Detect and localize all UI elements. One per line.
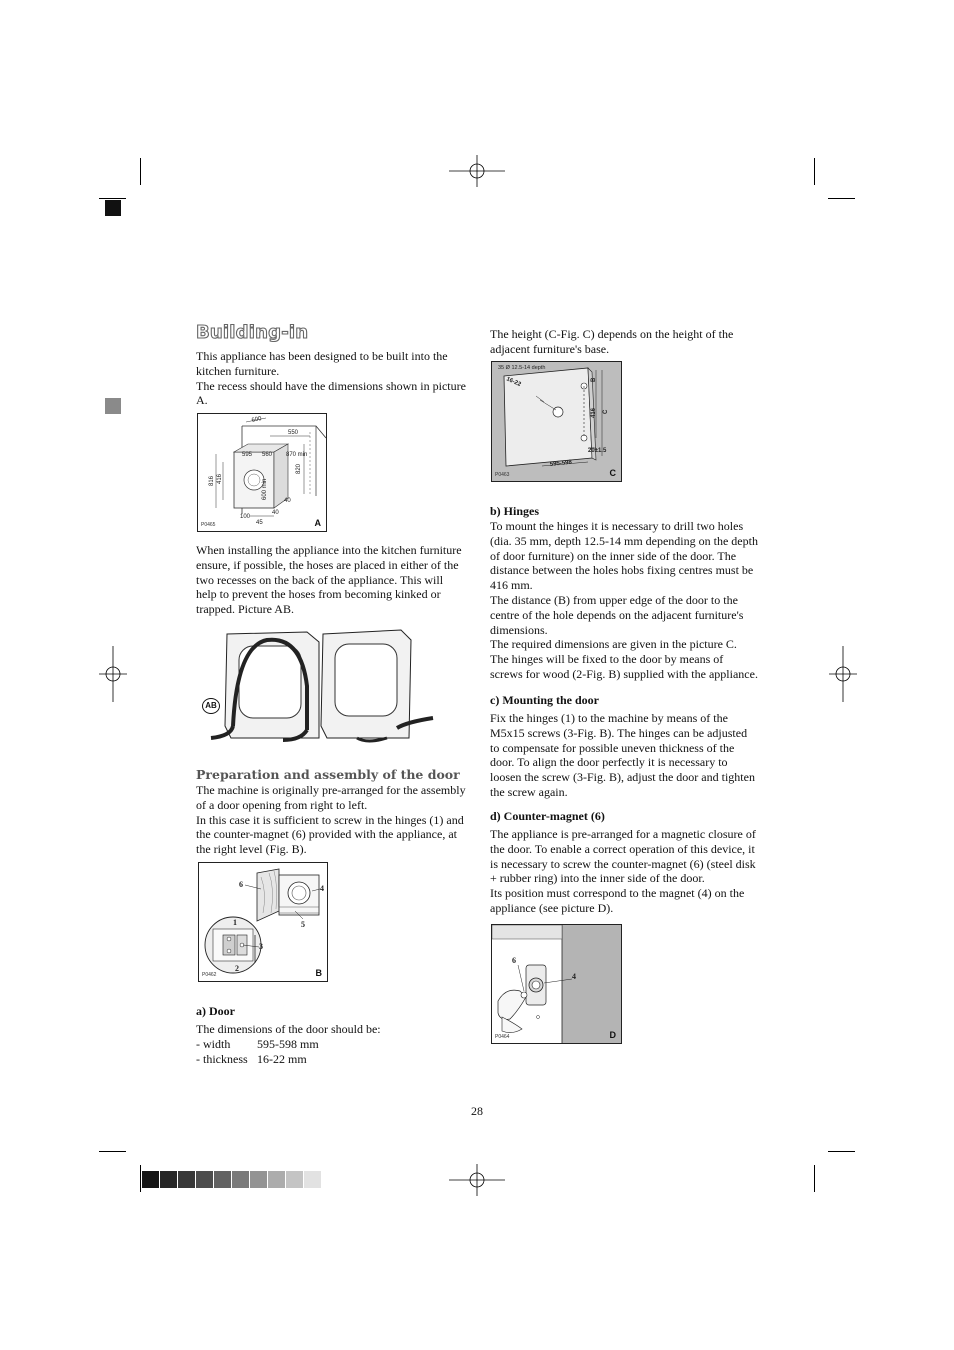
figure-letter: D [609, 1030, 616, 1040]
callout-number: 2 [235, 964, 239, 973]
crop-mark [828, 198, 855, 199]
door-width-value: 595-598 mm [257, 1036, 319, 1051]
figure-ab-hose-routing [197, 626, 442, 748]
intro-paragraph: The recess should have the dimensions shown in picture A. [196, 378, 466, 408]
dimension-label: 560 [262, 452, 273, 458]
registration-mark-right [829, 646, 857, 702]
figure-c-door-drilling [491, 361, 622, 482]
callout-number: 6 [512, 956, 516, 965]
figure-letter: B [315, 968, 322, 978]
dimension-label: 416 [591, 407, 597, 418]
crop-mark [99, 1151, 126, 1152]
crop-mark [814, 158, 815, 185]
counter-paragraph: The appliance is pre-arranged for a magnetic closure of the door. To enable a correct operation of this device, it is necessary to screw the counter-magnet (6) (steel disk + rubber ring) into the inner side of the door. [490, 827, 756, 886]
intro-text [196, 349, 466, 408]
figure-c-header: 35 Ø 12.5-14 depth [498, 365, 546, 371]
door-intro: The dimensions of the door should be: [196, 1022, 381, 1036]
dimension-label: 870 min [286, 452, 308, 458]
counter-magnet-heading: d) Counter-magnet (6) [490, 809, 605, 823]
figure-b-hinge-assembly [198, 862, 328, 982]
door-heading: a) Door [196, 1004, 235, 1018]
door-width-row [196, 1037, 466, 1052]
prep-text [196, 783, 466, 857]
dimension-label: 816 [209, 475, 215, 486]
page-title: Building-in [196, 322, 309, 343]
swatch [214, 1171, 231, 1188]
hinges-text [490, 519, 758, 682]
registration-mark-top [449, 155, 505, 187]
dimension-label: 550 [288, 430, 299, 436]
swatch [232, 1171, 249, 1188]
swatch [178, 1171, 195, 1188]
dimension-label: 20±1.5 [588, 448, 607, 454]
figure-code: P0462 [202, 972, 217, 978]
callout-number: 3 [259, 942, 263, 951]
figure-letter: C [609, 468, 616, 478]
dimension-label: 595 [242, 452, 253, 458]
dimension-label: 820 [296, 463, 302, 474]
install-text: When installing the appliance into the kitchen furniture ensure, if possible, the hoses are placed in either of the two recesses on the back of the appliance. This will help to prevent the hoses from becoming kinked or trapped. Picture AB. [196, 543, 462, 617]
figure-ab-badge [202, 698, 220, 714]
section-marker-black [105, 200, 121, 216]
intro-paragraph: This appliance has been designed to be built into the kitchen furniture. [196, 349, 448, 378]
prep-paragraph: In this case it is sufficient to screw in the hinges (1) and the counter-magnet (6) provided with the appliance, at the right level (Fig. B). [196, 812, 464, 857]
prep-heading: Preparation and assembly of the door [196, 767, 460, 782]
hinges-paragraph: The required dimensions are given in the picture C. [490, 637, 737, 652]
figure-d-counter-magnet [491, 924, 622, 1044]
door-text [196, 1022, 466, 1066]
registration-mark-left [99, 646, 127, 702]
swatch [304, 1171, 321, 1188]
mounting-text: Fix the hinges (1) to the machine by means of the M5x15 screws (3-Fig. B). The hinges can be adjusted to compensate for possible uneven thickness of the door. To align the door perfectly it is necessary to loosen the screw (3-Fig. B), adjust the door and tighten the screw again. [490, 711, 755, 799]
dimension-label: 100 [240, 514, 251, 520]
hinges-paragraph: The distance (B) from upper edge of the door to the centre of the hole depends on the adjacent furniture's dimensions. [490, 592, 744, 637]
dimension-label: 600 min [262, 478, 268, 500]
door-width-label: - width [196, 1036, 231, 1051]
dimension-label: C [603, 409, 609, 414]
crop-mark [814, 1165, 815, 1192]
dimension-label: 40 [272, 510, 279, 516]
door-thickness-value: 16-22 mm [257, 1051, 307, 1066]
figure-code: P0464 [495, 1034, 510, 1040]
crop-mark [99, 198, 126, 199]
height-text: The height (C-Fig. C) depends on the height of the adjacent furniture's base. [490, 327, 734, 356]
callout-number: 4 [572, 972, 576, 981]
dimension-label: 45 [256, 520, 263, 526]
figure-letter: A [314, 518, 321, 528]
hinges-heading: b) Hinges [490, 504, 540, 518]
hinges-paragraph: The hinges will be fixed to the door by means of screws for wood (2-Fig. B) supplied with the appliance. [490, 652, 758, 681]
dimension-label: 416 [217, 473, 223, 484]
callout-number: 5 [301, 920, 305, 929]
callout-number: 6 [239, 880, 243, 889]
prep-paragraph: The machine is originally pre-arranged for the assembly of a door opening from right to left. [196, 783, 466, 812]
swatch [196, 1171, 213, 1188]
counter-paragraph: Its position must correspond to the magnet (4) on the appliance (see picture D). [490, 886, 745, 915]
dimension-label: 600 [251, 416, 263, 424]
page-number: 28 [471, 1104, 483, 1118]
section-marker-grey [105, 398, 121, 414]
counter-magnet-text [490, 827, 758, 916]
crop-mark [140, 158, 141, 185]
swatch [286, 1171, 303, 1188]
figure-letter: AB [205, 701, 217, 710]
figure-code: P0465 [201, 522, 216, 528]
swatch [142, 1171, 159, 1188]
dimension-label: 16-22 [505, 376, 522, 389]
figure-a-recess-dimensions [197, 413, 327, 532]
crop-mark [828, 1151, 855, 1152]
crop-mark [140, 1165, 141, 1192]
callout-number: 1 [233, 918, 237, 927]
swatch [268, 1171, 285, 1188]
hinges-paragraph: To mount the hinges it is necessary to drill two holes (dia. 35 mm, depth 12.5-14 mm depending on the depth of door furniture) on the inner side of the door. The distance between the holes hobs fixing centres must be 416 mm. [490, 519, 758, 593]
callout-number: 4 [320, 884, 324, 893]
swatch [160, 1171, 177, 1188]
dimension-label: 595-598 [549, 459, 573, 468]
mounting-heading: c) Mounting the door [490, 693, 599, 707]
dimension-label: 40 [284, 498, 291, 504]
registration-mark-bottom [449, 1164, 505, 1196]
figure-code: P0463 [495, 472, 510, 478]
door-thickness-row [196, 1052, 466, 1067]
dimension-label: B [591, 377, 597, 382]
swatch [250, 1171, 267, 1188]
door-thickness-label: - thickness [196, 1051, 248, 1066]
